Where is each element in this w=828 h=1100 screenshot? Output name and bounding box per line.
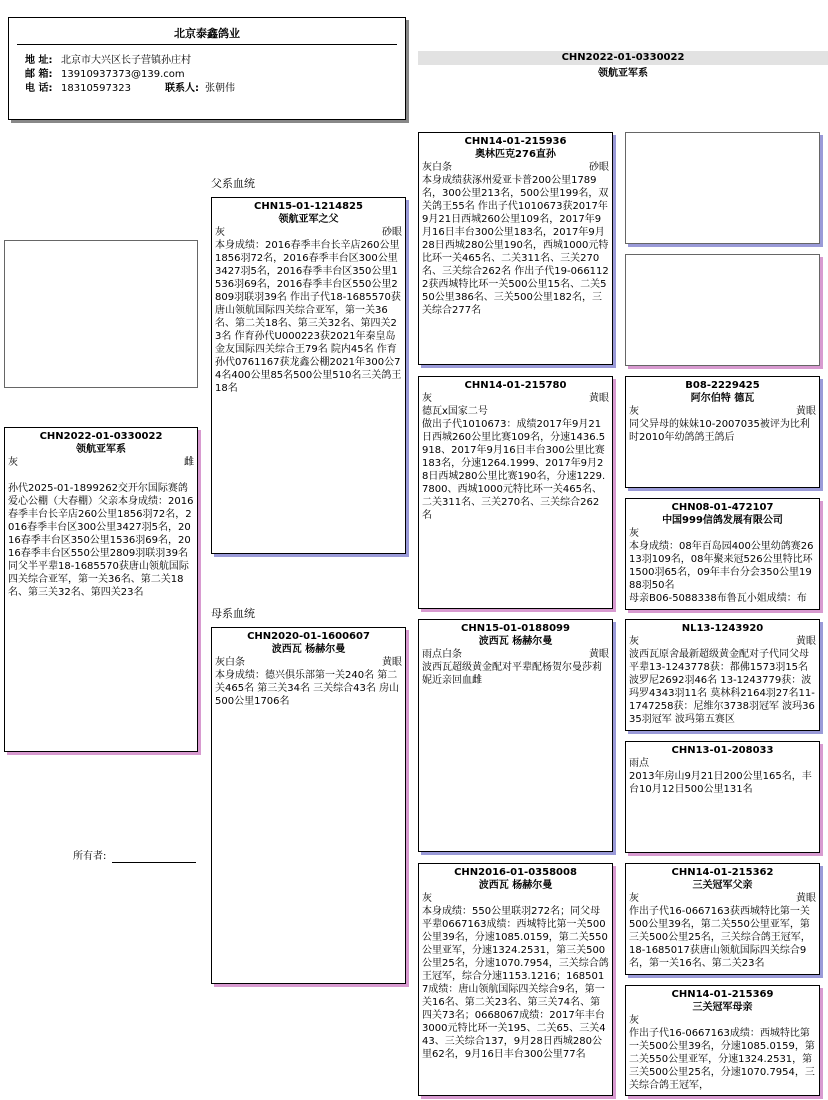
bird-notes: 本身成绩：德兴俱乐部第一关240名 第二关465名 第三关34名 三关综合43名 房山500公里1706名 [215, 670, 400, 707]
divider [17, 44, 397, 45]
sire-line-label: 父系血统 [211, 177, 255, 190]
bird-name: 波西瓦 杨赫尔曼 [271, 644, 346, 655]
address-value: 北京市大兴区长子营镇孙庄村 [61, 55, 191, 66]
bird-notes: 作出子代16-0667163获西城特比第一关500公里39名，第二关550公里亚军，第三关500公里25名，三关综合鸽王冠军，18-1685017获唐山领航国际四关综合9名，第一关16名、第二关23名 [629, 906, 811, 969]
bird-color: 灰 [422, 893, 432, 904]
owner-label: 所有者: [73, 851, 107, 862]
bird-color: 灰 [422, 393, 432, 404]
pedigree-card-dam-dam [418, 863, 613, 1096]
pedigree-card-empty [625, 254, 820, 366]
pedigree-title [418, 51, 828, 80]
owner-signature-line [112, 852, 196, 863]
bird-color: 灰 [629, 406, 639, 417]
ring-number: CHN14-01-215780 [464, 380, 567, 391]
phone-value: 18310597323 [61, 83, 131, 94]
pedigree-card-sire-dam [418, 376, 613, 609]
email-value: 13910937373@139.com [61, 69, 185, 80]
pedigree-title-name: 领航亚军系 [598, 68, 648, 79]
bird-notes: 2013年房山9月21日200公里165名，丰台10月12日500公里131名 [629, 771, 812, 795]
bird-name: 领航亚军之父 [278, 214, 339, 225]
bird-name: 领航亚军系 [76, 444, 126, 455]
bird-eye: 黄眼 [796, 636, 816, 647]
bird-notes: 同父异母的妹妹10-2007035被评为比利时2010年幼鸽鸽王鸽后 [629, 419, 810, 443]
bird-notes: 作出子代16-0667163成绩：西城特比第一关500公里39名，分速1085.0159，第二关550公里亚军，分速1324.2531，第三关500公里25名，分速1070.7954，三关综合鸽王冠军， [629, 1028, 815, 1091]
pedigree-card-sire-dam-sire [625, 376, 820, 488]
pedigree-card-subject [4, 427, 198, 752]
ring-number: CHN14-01-215936 [464, 136, 567, 147]
bird-notes: 德瓦x国家二号 做出子代1010673：成绩2017年9月21日西城260公里比赛109名，分速1436.5918、2017年9月16日丰台300公里比赛183名，分速1264.1999、2017年9月28日西城280公里比赛190名，分速1229.7800、西城1000元特比环一关465名、二关311名、三关270名、三关综合262名 [422, 406, 606, 521]
bird-name: 三关冠军父亲 [692, 880, 753, 891]
bird-name: 波西瓦 杨赫尔曼 [478, 636, 553, 647]
bird-color: 雨点白条 [422, 649, 462, 660]
bird-color: 灰白条 [422, 162, 452, 173]
bird-eye: 黄眼 [589, 393, 609, 404]
ring-number: CHN2020-01-1600607 [247, 631, 370, 642]
bird-name: 奥林匹克276直孙 [475, 149, 556, 160]
bird-color: 雨点 [629, 758, 649, 769]
pedigree-card-dam-sire-sire [625, 619, 820, 731]
pedigree-card-sire-sire [418, 132, 613, 365]
breeder-name: 北京泰鑫鸽业 [174, 27, 240, 40]
bird-notes: 波西瓦超级黄金配对平辈配杨贺尔曼莎莉妮近亲回血雌 [422, 662, 602, 686]
contact-label: 联系人: [165, 83, 199, 94]
contact-value: 张朝伟 [205, 83, 235, 94]
pedigree-card-dam-sire [418, 619, 613, 852]
bird-eye: 砂眼 [589, 162, 609, 173]
pedigree-card-dam-dam-dam [625, 985, 820, 1096]
pedigree-title-ring: CHN2022-01-0330022 [418, 51, 828, 65]
ring-number: CHN14-01-215362 [671, 867, 774, 878]
bird-color: 灰 [629, 636, 639, 647]
ring-number: CHN2022-01-0330022 [39, 431, 163, 442]
address-label: 地 址: [25, 55, 53, 66]
bird-notes: 波西瓦原舍最新超级黄金配对子代同父母平辈13-1243778获：都佛1573羽15名 波罗尼2692羽46名 13-1243779获：波玛罗4343羽11名 莫林科2164羽27名11-1747258获：尼维尔3738羽冠军 波玛3635羽冠军 波玛第五赛区 [629, 649, 815, 725]
bird-name: 波西瓦 杨赫尔曼 [478, 880, 553, 891]
ring-number: CHN15-01-0188099 [461, 623, 570, 634]
pedigree-card-sire [211, 197, 406, 554]
ring-number: B08-2229425 [685, 380, 760, 391]
photo-placeholder [4, 240, 198, 388]
owner-field [73, 850, 196, 863]
bird-color: 灰 [215, 227, 225, 238]
pedigree-card-empty [625, 132, 820, 244]
bird-name: 三关冠军母亲 [692, 1002, 753, 1013]
ring-number: CHN08-01-472107 [671, 502, 774, 513]
pedigree-card-dam [211, 627, 406, 984]
bird-sex: 雌 [184, 457, 194, 468]
bird-color: 灰 [8, 457, 18, 468]
ring-number: CHN14-01-215369 [671, 989, 774, 1000]
dam-line-label: 母系血统 [211, 607, 255, 620]
bird-color: 灰 [629, 893, 639, 904]
bird-name: 中国999信鸽发展有限公司 [662, 515, 783, 526]
bird-notes: 本身成绩：550公里联羽272名；同父母平辈0667163成绩：西城特比第一关500公里39名，分速1085.0159，第二关550公里亚军，分速1324.2531，第三关500公里25名，分速1070.7954，三关综合鸽王冠军，综合分速1153.1216；1685017成绩：唐山领航国际四关综合9名，第一关16名、第二关23名、第三关74名、第四关73名；0668067成绩：2017年丰台3000元特比环一关195、二关65、三关443、三关综合137，9月28日西城280公里62名，9月16日丰台300公里77名 [422, 906, 609, 1060]
pedigree-card-dam-dam-sire [625, 863, 820, 975]
bird-eye: 黄眼 [382, 657, 402, 668]
bird-eye: 黄眼 [796, 406, 816, 417]
pedigree-card-dam-sire-dam [625, 741, 820, 853]
bird-color: 灰 [629, 1015, 639, 1026]
breeder-info-card [8, 17, 406, 120]
bird-notes: 本身成绩：08年百岛园400公里幼鸽赛2613羽109名，08年聚来冠526公里特比环1500羽65名，09年丰台分会350公里1988羽50名 母亲B06-5088338布鲁瓦小姐成绩：布 [629, 541, 814, 604]
ring-number: CHN15-01-1214825 [254, 201, 363, 212]
ring-number: CHN2016-01-0358008 [454, 867, 577, 878]
bird-color: 灰白条 [215, 657, 245, 668]
bird-notes: 本身成绩获涿州爱亚卡普200公里1789名，300公里213名，500公里199名，双关鸽王55名 作出子代1010673获2017年9月21日西城260公里109名，2017年9月16日丰台300公里183名，2017年9月28日西城280公里190名，西城1000元特比环一关465名、二关311名、三关270名、三关综合262名 作出子代19-0661122获西城特比环一关500公里15名、二关550公里386名、三关500公里182名，三关综合277名 [422, 175, 609, 316]
bird-color: 灰 [629, 528, 639, 539]
ring-number: CHN13-01-208033 [671, 745, 774, 756]
bird-notes: 孙代2025-01-1899262交开尔国际赛鸽爱心公棚（大春棚）父亲本身成绩：2016春季丰台长辛店260公里1856羽72名，2016春季丰台区300公里3427羽5名，2016春季丰台区350公里1536羽69名，2016春季丰台区550公里2809羽联羽39名 同父半平辈18-1685570获唐山领航国际四关综合亚军，第一关36名、第二关18名、第三关32名、第四关23名 [8, 483, 194, 598]
bird-eye: 砂眼 [382, 227, 402, 238]
email-label: 邮 箱: [25, 69, 53, 80]
bird-eye: 黄眼 [796, 893, 816, 904]
pedigree-card-sire-dam-dam [625, 498, 820, 610]
phone-label: 电 话: [25, 83, 53, 94]
ring-number: NL13-1243920 [681, 623, 764, 634]
breeder-contact-info [25, 54, 235, 96]
bird-notes: 本身成绩：2016春季丰台长辛店260公里1856羽72名，2016春季丰台区300公里3427羽5名，2016春季丰台区350公里1536羽69名，2016春季丰台区550公里2809羽联羽39名 作出子代18-1685570获唐山领航国际四关综合亚军，第一关36名、第二关18名、第三关32名、第四关23名 作育孙代U000223获2021年秦皇岛金友国际四关综合王79名 院内45名 作育孙代0761167获龙鑫公棚2021年300公74名400公里85名500公里510名三关鸽王18名 [215, 240, 402, 394]
bird-eye: 黄眼 [589, 649, 609, 660]
bird-name: 阿尔伯特 德瓦 [690, 393, 755, 404]
